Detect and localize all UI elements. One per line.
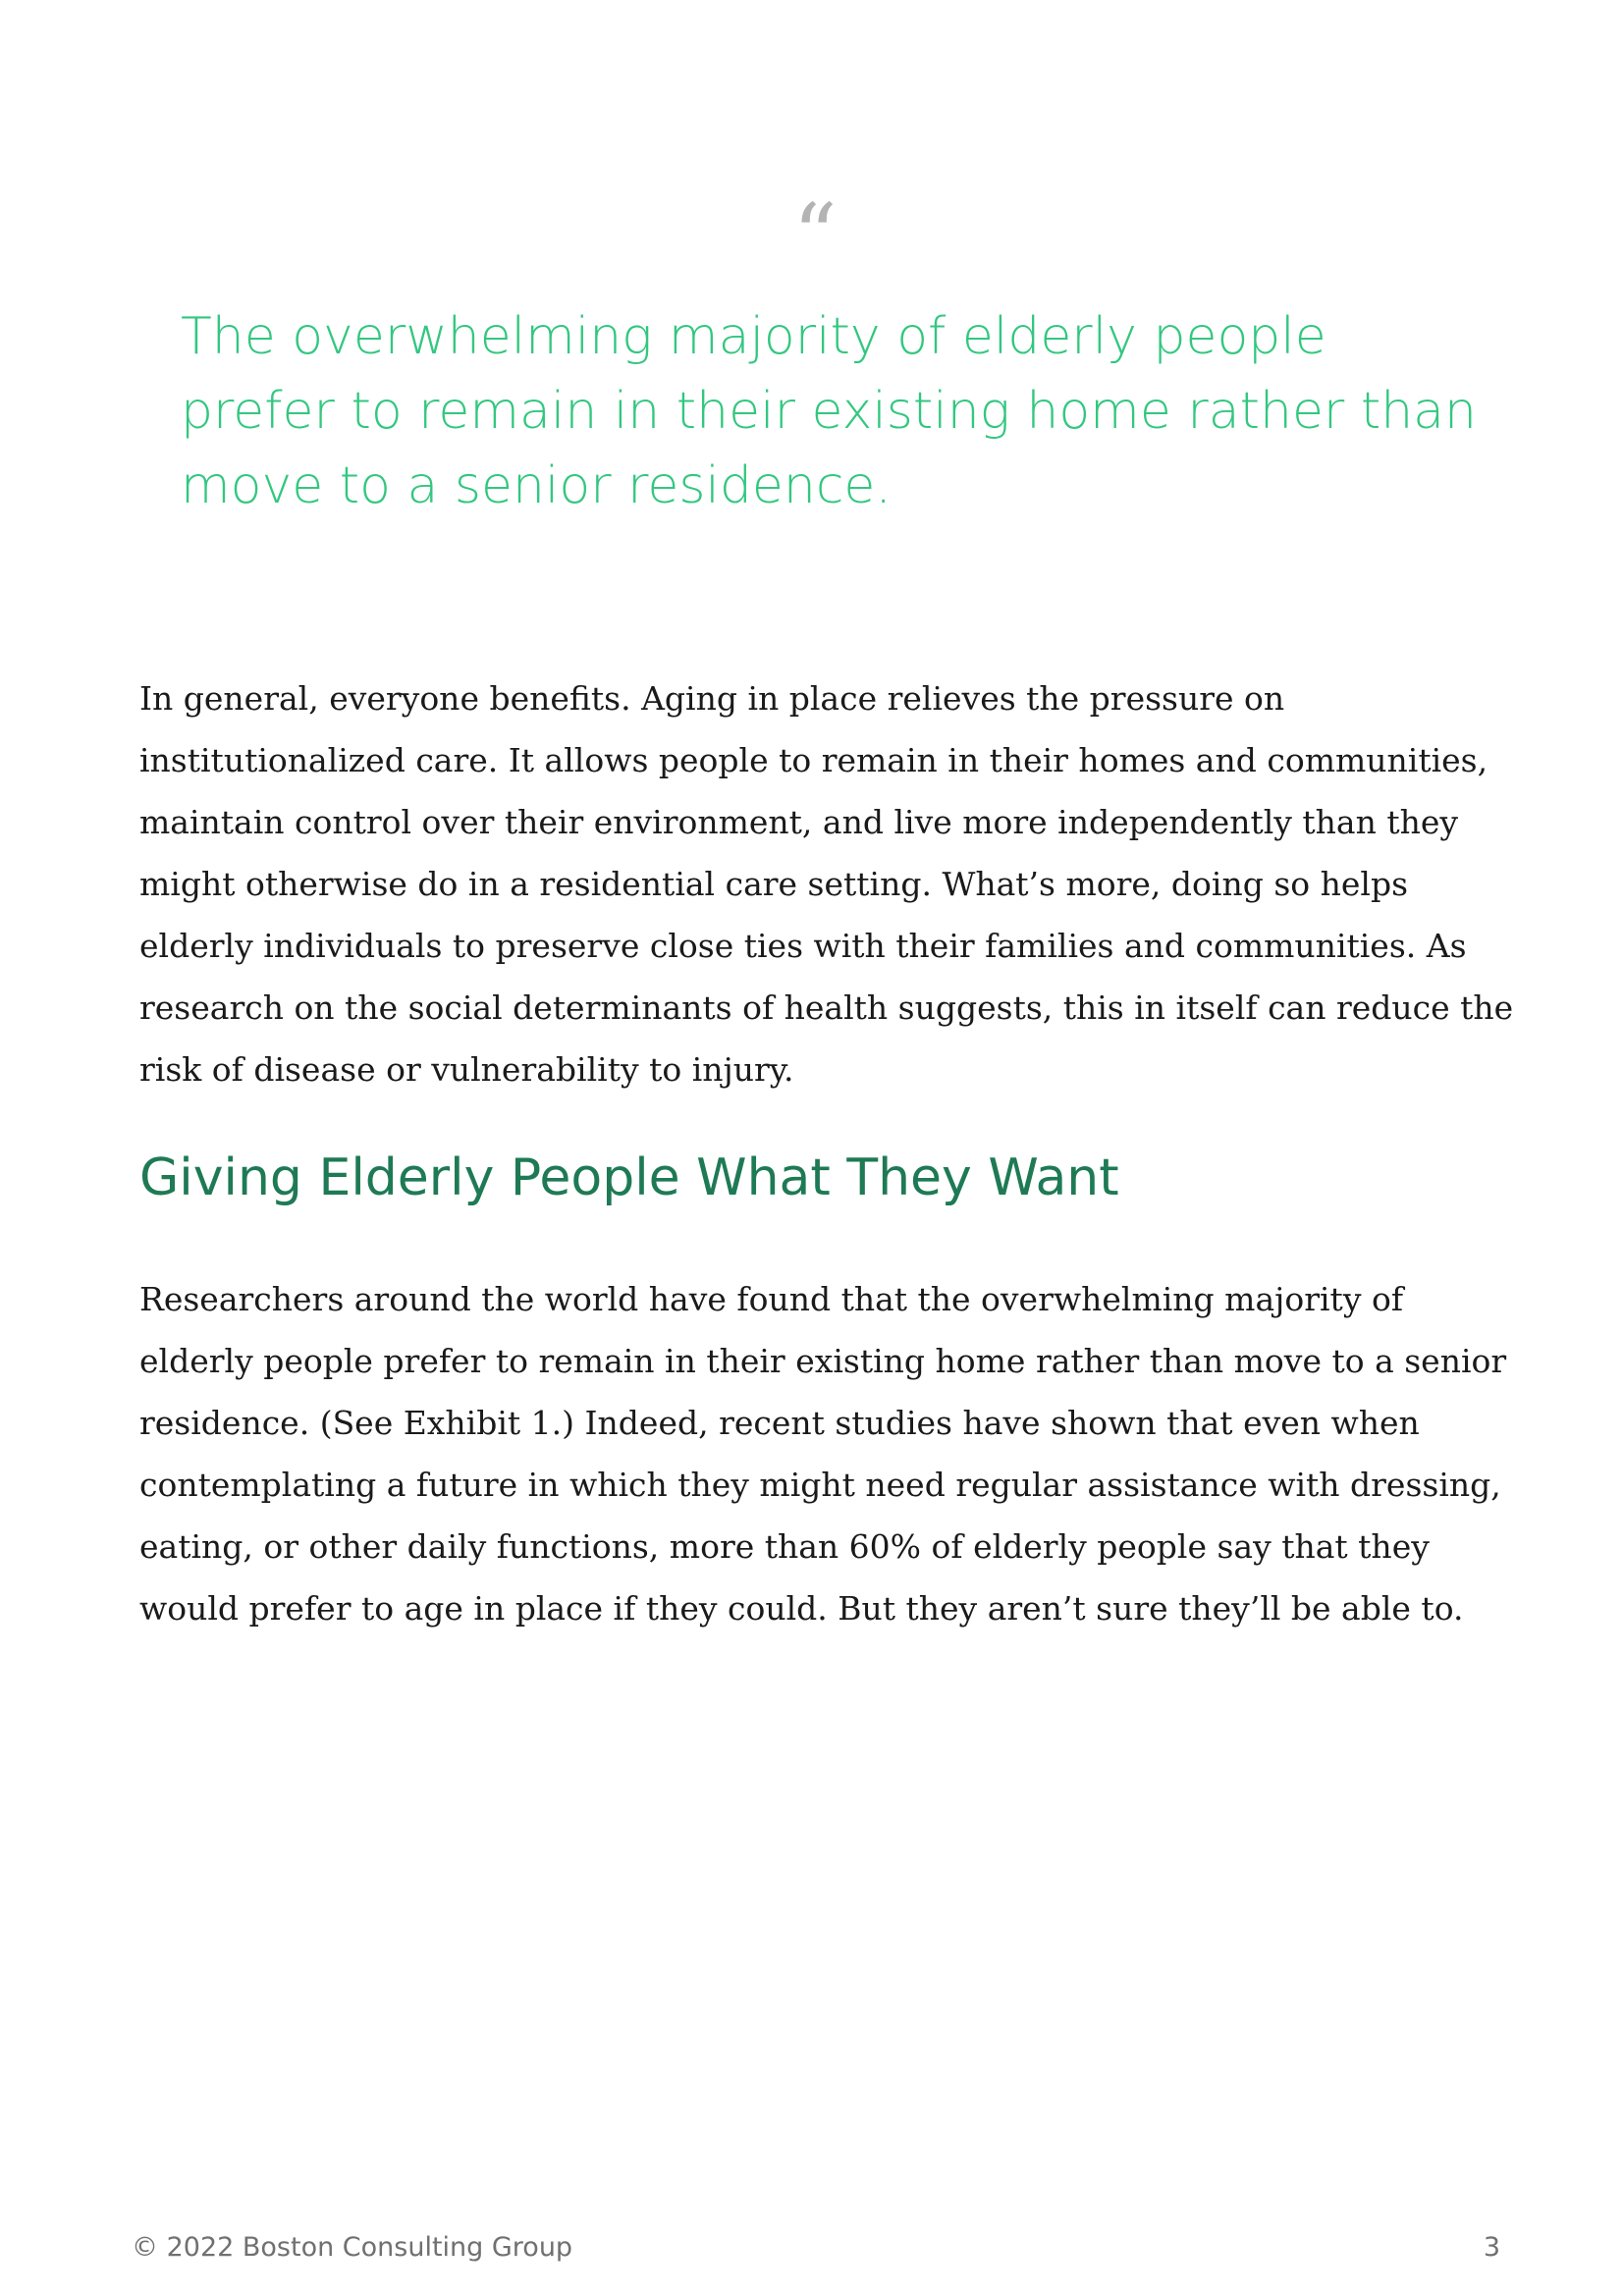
pull-quote: The overwhelming majority of elderly people prefer to remain in their existing home rather than move to a senior residence.	[181, 307, 1478, 515]
footer-copyright: © 2022 Boston Consulting Group	[132, 2232, 573, 2263]
body-paragraph-2: Researchers around the world have found that the overwhelming majority of elderly people prefer to remain in their existing home rather than move to a senior residence. (See Exhibit 1.) Indeed, recent studies have shown that even when contemplating a future in which they might need regular assistance with dressing, eating, or other daily functions, more than 60% of elderly people say that they would prefer to age in place if they could. But they aren’t sure they’ll be able to.	[139, 1280, 1507, 1628]
page-number: 3	[1483, 2232, 1500, 2263]
section-heading: Giving Elderly People What They Want	[139, 1148, 1119, 1207]
body-paragraph-1: In general, everyone benefits. Aging in place relieves the pressure on institutionalized care. It allows people to remain in their homes and communities, maintain control over their environment, and live more independently than they might otherwise do in a residential care setting. What’s more, doing so helps elderly individuals to preserve close ties with their families and communities. As research on the social determinants of health suggests, this in itself can reduce the risk of disease or vulnerability to injury.	[139, 679, 1514, 1089]
quote-mark-icon: “	[792, 185, 838, 286]
